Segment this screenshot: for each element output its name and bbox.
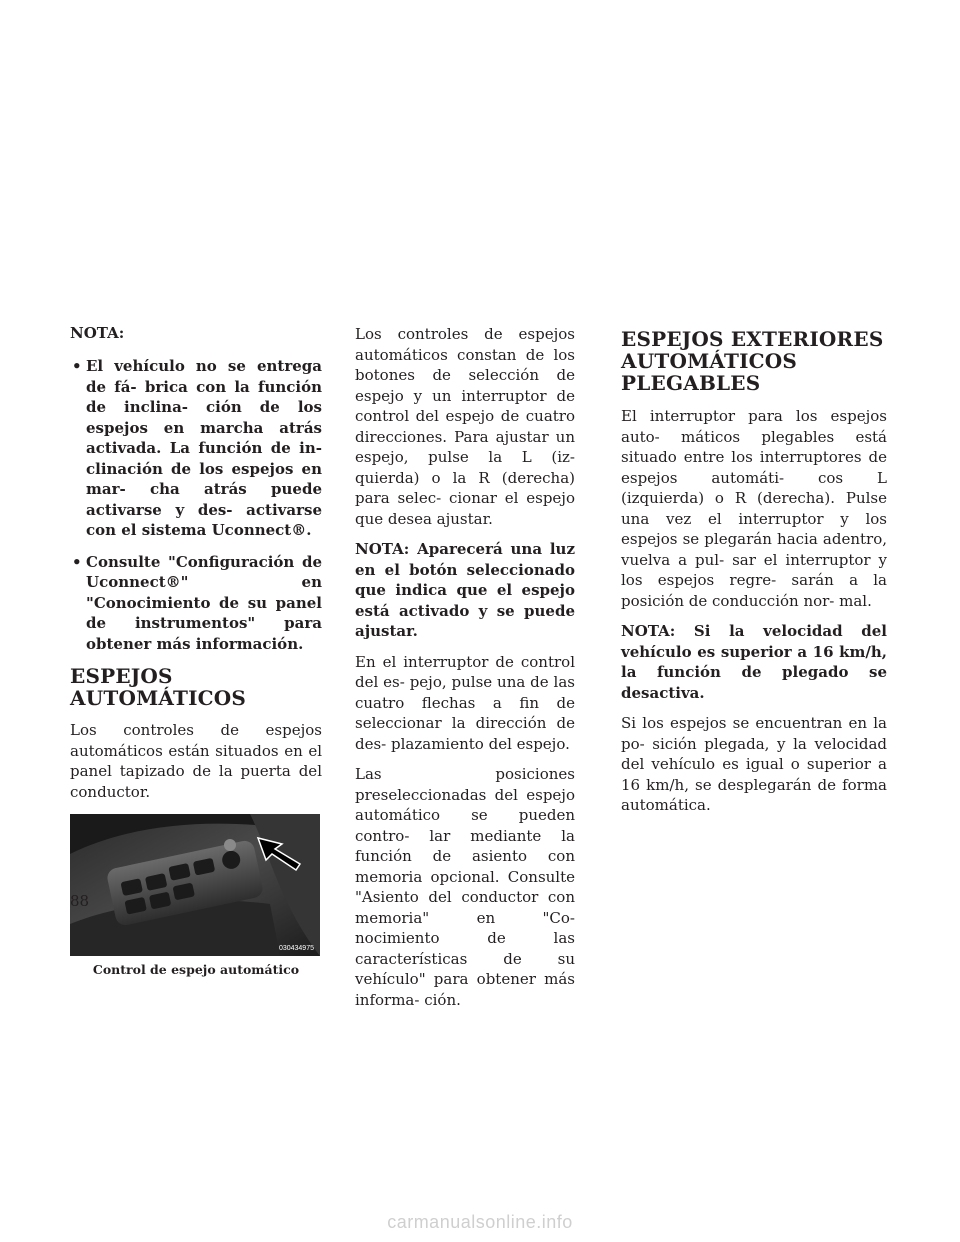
body-paragraph: En el interruptor de control del es- pejo, pulse una de las cuatro flechas a fin de seleccionar la dirección de des- plazamiento del espejo. [355,652,575,753]
note-bullet: • El vehículo no se entrega de fá- brica con la función de inclina- ción de los espejos en marcha atrás activada. La función de in- clinación de los espejos en mar- cha atrás puede activarse y des- activarse con el sistema Uconnect®. [70,356,322,541]
body-paragraph: Las posiciones preseleccionadas del espejo automático se pueden contro- lar mediante la función de asiento con memoria opcional. Consulte "Asiento del conductor con memoria" en "Co- nocimiento de las características de su vehículo" para obtener más informa- ción. [355,765,575,1009]
watermark: carmanualsonline.info [387,1212,573,1232]
note-bullet-list [70,356,322,654]
note-bullet: • Consulte "Configuración de Uconnect®" en "Conocimiento de su panel de instrumentos" para obtener más información. [70,552,322,655]
note-paragraph: NOTA: Si la velocidad del vehículo es superior a 16 km/h, la función de plegado se desactiva. [621,622,887,702]
figure-caption: Control de espejo automático [92,962,300,977]
body-paragraph: Los controles de espejos automáticos constan de los botones de selección de espejo y un interruptor de control del espejo de cuatro direcciones. Para ajustar un espejo, pulse la L (iz- quierda) o la R (derecha) para selec- cionar el espejo que desea ajustar. [355,325,575,528]
figure-code: 030434975 [278,945,314,952]
heading-line: PLEGABLES [621,371,761,395]
body-paragraph: Si los espejos se encuentran en la po- sición plegada, y la velocidad del vehículo es igual o superior a 16 km/h, se desplegarán de forma automática. [621,714,887,814]
body-paragraph: Los controles de espejos automáticos están situados en el panel tapizado de la puerta del conductor. [70,721,322,801]
body-paragraph: El interruptor para los espejos auto- máticos plegables está situado entre los interruptores de espejos automáti- cos L (izquierda) o R (derecha). Pulse una vez el interruptor y los espejos se plegarán hacia adentro, vuelva a pul- sar el interruptor y los espejos regre- sarán a la posición de conducción nor- mal. [621,407,887,610]
mirror-control-photo [70,814,320,956]
heading-line: ESPEJOS EXTERIORES [621,327,884,351]
note-label: NOTA: [70,324,125,342]
section-heading-folding-mirrors [621,328,887,394]
column-3 [621,324,887,816]
column-2 [355,324,575,1010]
column-1 [70,324,322,977]
note-paragraph: NOTA: Aparecerá una luz en el botón seleccionado que indica que el espejo está activado y se puede ajustar. [355,540,575,640]
page-number: 88 [70,892,90,910]
section-heading-automatic-mirrors: ESPEJOS AUTOMÁTICOS [70,664,247,710]
heading-line: AUTOMÁTICOS [621,349,798,373]
